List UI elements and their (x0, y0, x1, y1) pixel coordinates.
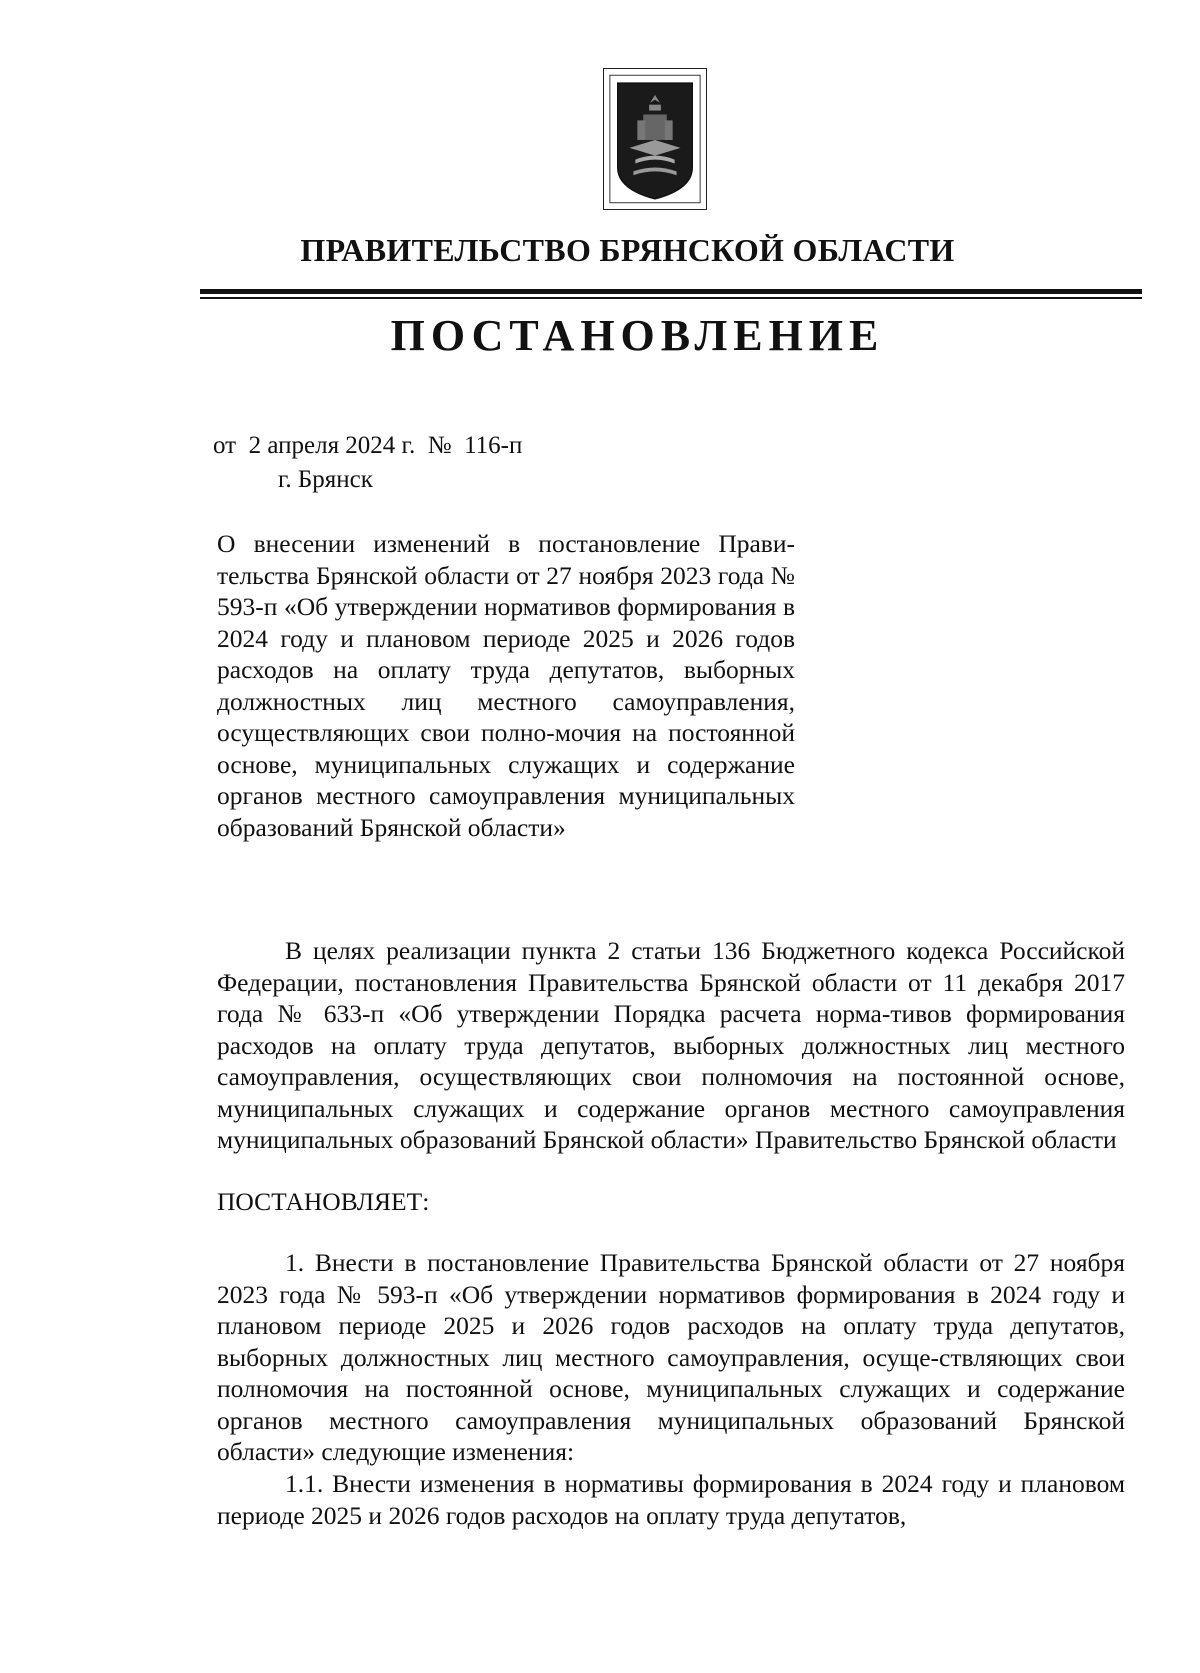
document-subject: О внесении изменений в постановление Прави-тельства Брянской области от 27 ноября 2023 года № 593-п «Об утверждении нормативов формирования в 2024 году и плановом периоде 2025 и 2026 годов расходов на оплату труда депутатов, выборных должностных лиц местного самоуправления, осуществляющих свои полно-мочия на постоянной основе, муниципальных служащих и содержание органов местного самоуправления муниципальных образований Брянской области» (217, 529, 795, 842)
document-type-title: ПОСТАНОВЛЕНИЕ (390, 311, 885, 360)
government-title: ПРАВИТЕЛЬСТВО БРЯНСКОЙ ОБЛАСТИ (300, 232, 955, 268)
bryansk-coat-of-arms-icon (604, 69, 706, 209)
date-and-number: от 2 апреля 2024 г. № 116-п (213, 432, 523, 459)
city: г. Брянск (278, 466, 373, 493)
item-1-1-paragraph: 1.1. Внести изменения в нормативы формирования в 2024 году и плановом периоде 2025 и 2026 годов расходов на оплату труда депутатов, (217, 1469, 1125, 1530)
header-divider-thick (200, 289, 1142, 294)
decree-word: ПОСТАНОВЛЯЕТ: (217, 1187, 430, 1216)
item-1-paragraph: 1. Внести в постановление Правительства Брянской области от 27 ноября 2023 года № 593-п «Об утверждении нормативов формирования в 2024 году и плановом периоде 2025 и 2026 годов расходов на оплату труда депутатов, выборных должностных лиц местного самоуправления, осуще-ствляющих свои полномочия на постоянной основе, муниципальных служащих и содержание органов местного самоуправления муниципальных образований Брянской области» следующие изменения: (217, 1248, 1125, 1466)
preamble-paragraph: В целях реализации пункта 2 статьи 136 Бюджетного кодекса Российской Федерации, постановления Правительства Брянской области от 11 декабря 2017 года № 633-п «Об утверждении Порядка расчета норма-тивов формирования расходов на оплату труда депутатов, выборных должностных лиц местного самоуправления, осуществляющих свои полномочия на постоянной основе, муниципальных служащих и содержание органов местного самоуправления муниципальных образований Брянской области» Правительство Брянской области (217, 936, 1125, 1154)
coat-of-arms-emblem (603, 68, 707, 210)
header-divider-thin (200, 297, 1142, 299)
